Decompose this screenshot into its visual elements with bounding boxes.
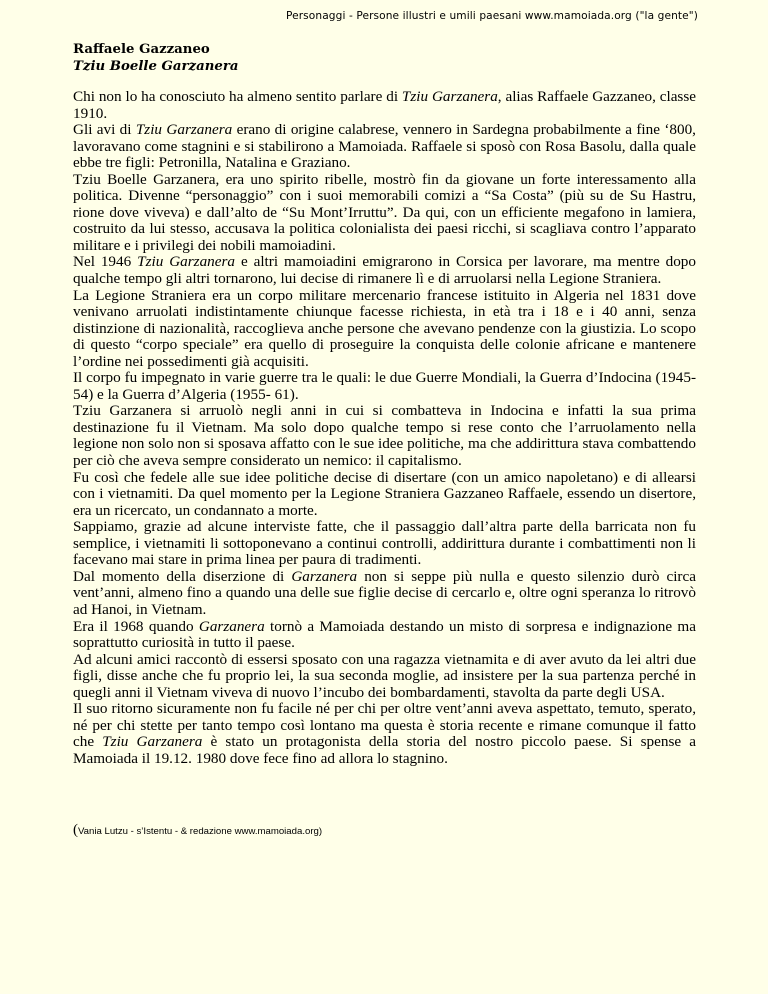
text-run: Chi non lo ha conosciuto ha almeno sentito parlare di — [73, 88, 402, 105]
credit-open-paren: ( — [73, 822, 78, 838]
text-run: Il corpo fu impegnato in varie guerre tra le quali: le due Guerre Mondiali, la Guerra d’Indocina (1945-54) e la Guerra d’Algeria (1955- 61). — [73, 369, 696, 403]
paragraph — [73, 519, 696, 569]
italic-name: Tziu Garzanera — [135, 121, 233, 139]
text-run: Ad alcuni amici raccontò di essersi sposato con una ragazza vietnamita e di aver avuto da lei altri due figli, disse anche che fu proprio lei, la sua seconda moglie, ad insistere per la sua partenza perché in quegli anni il Vietnam viveva di nuovo l’incubo dei bombardamenti, stavolta da parte degli USA. — [73, 650, 696, 701]
paragraph — [73, 172, 696, 255]
italic-name: Garzanera — [291, 567, 358, 585]
text-run: Nel 1946 — [73, 253, 138, 271]
paragraph — [73, 288, 696, 371]
paragraph — [73, 89, 696, 122]
italic-name: Garzanera — [198, 617, 265, 635]
paragraph — [73, 701, 696, 767]
title-block — [73, 42, 238, 75]
running-header: Personaggi - Persone illustri e umili paesani www.mamoiada.org ("la gente") — [286, 10, 698, 22]
italic-name: Tziu Garzanera — [401, 88, 498, 105]
italic-name: Tziu Garzanera — [137, 253, 236, 271]
italic-name: Tziu Garzanera — [102, 733, 203, 751]
text-run: non si seppe più nulla e questo silenzio durò circa vent’anni, almeno fino a quando una delle sue figlie decise di cercarlo e, oltre ogni speranza lo ritrovò ad Hanoi, in Vietnam. — [73, 567, 696, 618]
article-body — [73, 89, 696, 767]
credit-line — [73, 822, 322, 839]
article-title: Raffaele Gazzaneo — [73, 42, 210, 57]
paragraph — [73, 569, 696, 619]
text-run: Sappiamo, grazie ad alcune interviste fatte, che il passaggio dall’altra parte della barricata non fu semplice, i vietnamiti li sottoponevano a continui controlli, addirittura durante i combattimenti non li facevano mai stare in prima linea per paura di tradimenti. — [73, 518, 696, 569]
paragraph — [73, 652, 696, 702]
paragraph — [73, 470, 696, 520]
paragraph — [73, 370, 696, 403]
text-run: è stato un protagonista della storia del nostro piccolo paese. Si spense a Mamoiada il 19.12. 1980 dove fece fino ad allora lo stagnino. — [73, 733, 696, 767]
paragraph — [73, 254, 696, 287]
text-run: Gli avi di — [73, 121, 136, 139]
text-run: , alias Raffaele Gazzaneo, classe 1910. — [73, 88, 696, 122]
article-subtitle: Tziu Boelle Garzanera — [73, 58, 239, 74]
text-run: Il suo ritorno sicuramente non fu facile né per chi per oltre vent’anni aveva aspettato, temuto, sperato, né per chi stette per tanto tempo così lontano ma questa è storia recente e rimane comunque il fatto che — [73, 700, 696, 751]
text-run: e altri mamoiadini emigrarono in Corsica per lavorare, ma mentre dopo qualche tempo gli altri tornarono, lui decise di rimanere lì e di arruolarsi nella Legione Straniera. — [73, 253, 696, 288]
text-run: Tziu Boelle Garzanera, era uno spirito ribelle, mostrò fin da giovane un forte interessamento alla politica. Divenne “personaggio” con i suoi memorabili comizi a “Sa Costa” (più su de Su Hastru, rione dove viveva) e dall’alto de “Su Mont’Irruttu”. Da qui, con un efficiente megafono in lamiera, costruito da lui stesso, accusava la politica colonialista dei paesi ricchi, si scagliava contro l’apparato militare e i privilegi dei nobili mamoiadini. — [73, 170, 696, 254]
paragraph — [73, 619, 696, 652]
paragraph — [73, 403, 696, 469]
text-run: La Legione Straniera era un corpo militare mercenario francese istituito in Algeria nel 1831 dove venivano arruolati indistintamente chiunque facesse richiesta, in età tra i 18 e i 40 anni, senza distinzione di nazionalità, raccoglieva anche persone che avevano pendenze con la giustizia. Lo scopo di questo “corpo speciale” era quello di proseguire la conquista delle colonie africane e mantenere l’ordine nei possedimenti già acquisiti. — [73, 286, 696, 370]
text-run: Fu così che fedele alle sue idee politiche decise di disertare (con un amico napoletano) e di allearsi con i vietnamiti. Da quel momento per la Legione Straniera Gazzaneo Raffaele, essendo un disertore, era un ricercato, un condannato a morte. — [73, 468, 696, 519]
text-run: erano di origine calabrese, vennero in Sardegna probabilmente a fine ‘800, lavoravano come stagnini e si stabilirono a Mamoiada. Raffaele si sposò con Rosa Basolu, dalla quale ebbe tre figli: Petronilla, Natalina e Graziano. — [73, 121, 696, 172]
text-run: Tziu Garzanera si arruolò negli anni in cui si combatteva in Indocina e infatti la sua prima destinazione fu il Vietnam. Ma solo dopo qualche tempo si rese conto che l’arruolamento nella legione non solo non si sposava affatto con le sue idee politiche, ma che addirittura stava combattendo per ciò che aveva sempre considerato un nemico: il capitalismo. — [73, 402, 696, 470]
credit-text: Vania Lutzu - s’Istentu - & redazione www.mamoiada.org) — [78, 826, 323, 837]
text-run: tornò a Mamoiada destando un misto di sorpresa e indignazione ma soprattutto curiosità in tutto il paese. — [73, 617, 696, 652]
text-run: Era il 1968 quando — [73, 617, 199, 635]
text-run: Dal momento della diserzione di — [73, 567, 292, 585]
paragraph — [73, 122, 696, 172]
